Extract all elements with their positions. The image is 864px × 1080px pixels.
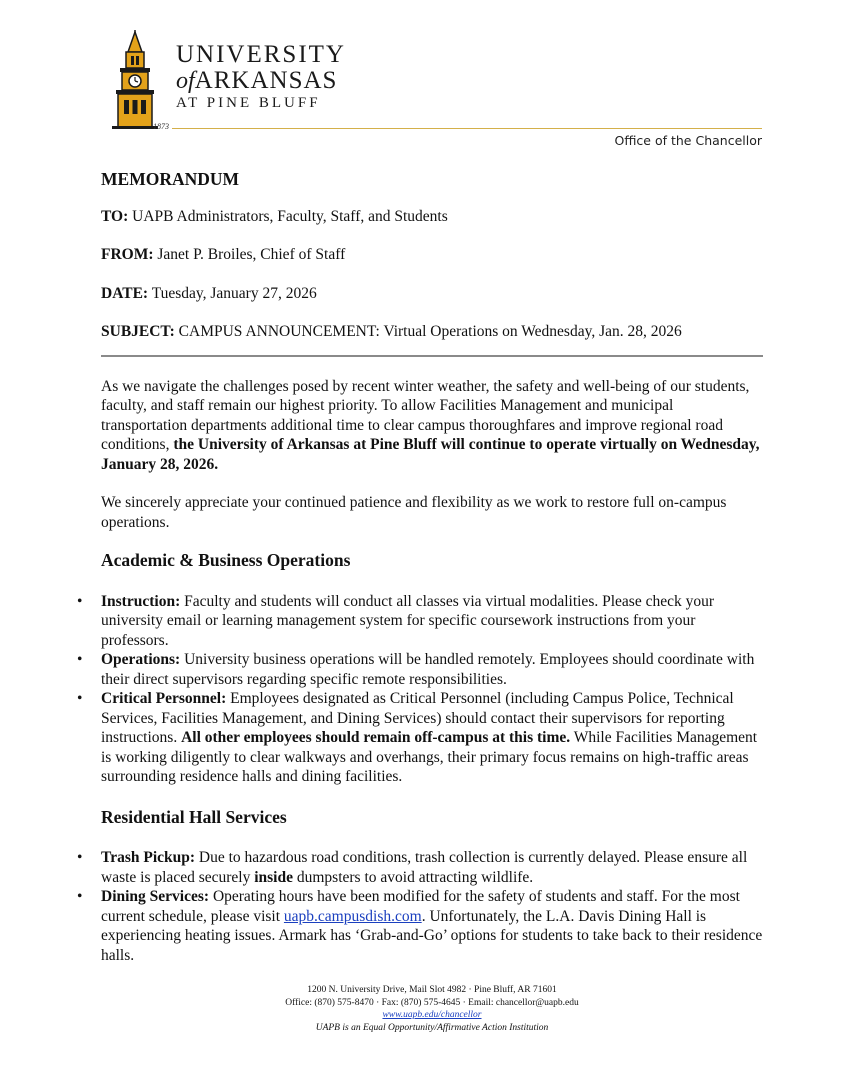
footer-address: 1200 N. University Drive, Mail Slot 4982 · Pine Bluff, AR 71601 bbox=[307, 985, 557, 995]
to-value: UAPB Administrators, Faculty, Staff, and Students bbox=[132, 207, 448, 225]
list-item-text: dumpsters to avoid attracting wildlife. bbox=[292, 868, 534, 886]
list-item-lead: Dining Services: bbox=[101, 888, 210, 905]
appreciation-paragraph: We sincerely appreciate your continued patience and flexibility as we work to restore full on-campus operations. bbox=[101, 494, 727, 531]
subject-value: CAMPUS ANNOUNCEMENT: Virtual Operations on Wednesday, Jan. 28, 2026 bbox=[178, 323, 682, 340]
list-item-text: Faculty and students will conduct all classes via virtual modalities. Please check your university email or learning management system for specific coursework instructions from your professors. bbox=[101, 592, 714, 649]
from-label: FROM: bbox=[101, 246, 154, 263]
list-item-lead: Operations: bbox=[101, 651, 181, 668]
list-item bbox=[101, 650, 763, 689]
header-divider bbox=[172, 128, 762, 129]
logo-line-arkansas bbox=[176, 68, 366, 94]
clock-tower-icon bbox=[100, 30, 170, 130]
memo-from bbox=[101, 245, 763, 265]
list-item-text: University business operations will be handled remotely. Employees should coordinate with their direct supervisors regarding specific remote responsibilities. bbox=[101, 651, 755, 688]
logo-of: of bbox=[176, 68, 195, 94]
footer-website-line bbox=[180, 1009, 684, 1022]
list-item-lead: Critical Personnel: bbox=[101, 690, 227, 707]
footer bbox=[180, 984, 684, 1034]
office-title: Office of the Chancellor bbox=[614, 133, 762, 148]
campusdish-link[interactable]: uapb.campusdish.com bbox=[283, 907, 422, 925]
intro-paragraph bbox=[101, 377, 763, 475]
list-item bbox=[101, 848, 763, 887]
memo-date bbox=[101, 284, 763, 304]
from-value: Janet P. Broiles, Chief of Staff bbox=[157, 246, 346, 263]
university-logo bbox=[100, 30, 370, 140]
intro-bold-text: the University of Arkansas at Pine Bluff will continue to operate virtually on Wednesday, January 28, 2026. bbox=[101, 436, 760, 473]
memo-content bbox=[101, 170, 763, 986]
list-item-text: Due to hazardous road conditions, trash collection is currently delayed. Please ensure all waste is placed securely bbox=[101, 849, 748, 886]
list-item-text: . Unfortunately, the L.A. Davis Dining Hall is experiencing heating issues. Armark has ‘Grab-and-Go’ options for students to take back to their residence halls. bbox=[101, 907, 763, 964]
footer-contact: Office: (870) 575-8470 · Fax: (870) 575-4645 · Email: chancellor@uapb.edu bbox=[285, 997, 579, 1008]
to-label: TO: bbox=[101, 207, 129, 225]
list-item-lead: Instruction: bbox=[101, 592, 181, 610]
list-item-bold: All other employees should remain off-campus at this time. bbox=[181, 729, 571, 746]
memo-subject bbox=[101, 322, 763, 342]
subject-label: SUBJECT: bbox=[101, 323, 175, 340]
list-item bbox=[101, 689, 763, 787]
list-item-text: Operating hours have been modified for the safety of students and staff. For the most current schedule, please visit bbox=[101, 888, 740, 925]
intro-text: As we navigate the challenges posed by recent winter weather, the safety and well-being of our students, faculty, and staff remain our highest priority. To allow Facilities Management and municipal transportation departments additional time to clear campus thoroughfares and improve regional road conditions, bbox=[101, 377, 750, 453]
date-label: DATE: bbox=[101, 284, 149, 302]
list-item bbox=[101, 887, 763, 965]
logo-year: 1873 bbox=[153, 122, 169, 131]
date-value: Tuesday, January 27, 2026 bbox=[151, 284, 317, 302]
logo-line-pine-bluff: AT PINE BLUFF bbox=[176, 95, 321, 111]
list-item-text: While Facilities Management is working diligently to clear walkways and overhangs, their primary focus remains on high-traffic areas surrounding residence halls and dining facilities. bbox=[101, 729, 758, 785]
section-heading-residential: Residential Hall Services bbox=[101, 806, 287, 827]
list-item-lead: Trash Pickup: bbox=[101, 849, 196, 866]
section-heading-academic: Academic & Business Operations bbox=[101, 550, 351, 570]
footer-eeo: UAPB is an Equal Opportunity/Affirmative Action Institution bbox=[315, 1022, 549, 1033]
logo-arkansas: ARKANSAS bbox=[194, 67, 338, 94]
logo-wordmark bbox=[176, 42, 366, 112]
residential-list bbox=[101, 848, 763, 965]
list-item-text: Employees designated as Critical Personnel (including Campus Police, Technical Services, Facilities Management, and Dining Services) should contact their supervisors for reporting instructions. bbox=[101, 690, 734, 746]
memo-title: MEMORANDUM bbox=[101, 169, 240, 189]
logo-line-university: UNIVERSITY bbox=[176, 41, 346, 68]
subject-divider bbox=[101, 355, 763, 357]
list-item bbox=[101, 592, 763, 651]
list-item-bold: inside bbox=[254, 868, 293, 886]
footer-website-link[interactable]: www.uapb.edu/chancellor bbox=[382, 1010, 482, 1020]
memo-to bbox=[101, 207, 763, 227]
academic-list bbox=[101, 592, 763, 787]
